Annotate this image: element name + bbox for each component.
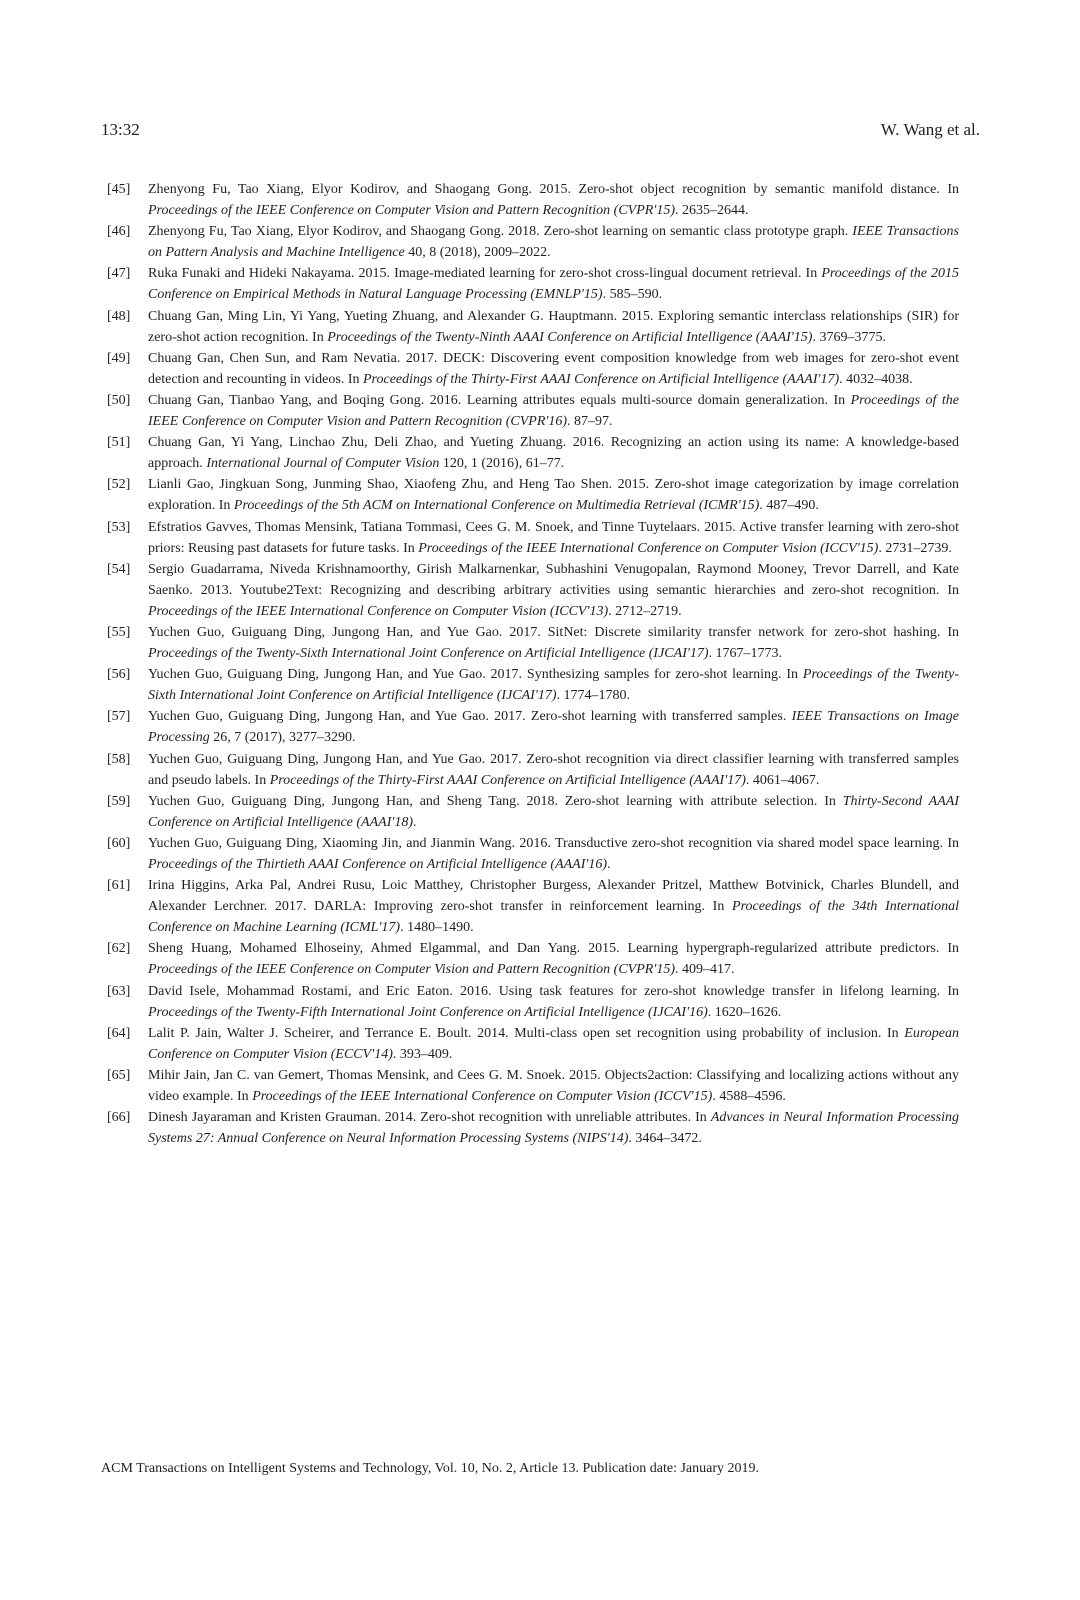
reference-item — [101, 474, 959, 516]
reference-number: [45] — [107, 182, 131, 197]
reference-authors-title: Mihir Jain, Jan C. van Gemert, Thomas Mensink, and Cees G. M. Snoek. 2015. Objects2action: Classifying and localizing actions without any video example. In — [148, 1067, 959, 1105]
reference-text — [148, 1023, 959, 1065]
reference-venue: Proceedings of the IEEE International Conference on Computer Vision (ICCV'15) — [418, 540, 879, 556]
reference-pages: . 87–97. — [567, 414, 613, 430]
reference-pages: . 3769–3775. — [812, 329, 886, 345]
reference-item — [101, 706, 959, 748]
reference-text — [148, 1107, 959, 1149]
reference-pages: . 1620–1626. — [707, 1004, 782, 1020]
reference-number: [64] — [107, 1025, 131, 1041]
reference-pages: . 4588–4596. — [712, 1089, 786, 1105]
reference-item — [101, 348, 959, 390]
reference-number: [46] — [107, 224, 131, 240]
reference-authors-title: Yuchen Guo, Guiguang Ding, Jungong Han, and Yue Gao. 2017. Zero-shot recognition via direct classifier learning with transferred samples and pseudo labels. In — [148, 751, 959, 788]
reference-text — [148, 938, 959, 980]
reference-list — [101, 179, 959, 1149]
reference-pages: . 1767–1773. — [708, 646, 783, 662]
reference-item — [101, 1065, 959, 1107]
reference-number: [49] — [107, 350, 131, 366]
reference-number: [58] — [107, 751, 131, 767]
reference-authors-title: David Isele, Mohammad Rostami, and Eric Eaton. 2016. Using task features for zero-shot knowledge transfer in lifelong learning. In — [148, 983, 959, 999]
reference-number: [48] — [107, 308, 131, 324]
reference-venue: Proceedings of the 34th International Conference on Machine Learning (ICML'17) — [148, 899, 959, 936]
reference-text — [148, 179, 959, 221]
reference-authors-title: Sergio Guadarrama, Niveda Krishnamoorthy, Girish Malkarnenkar, Subhashini Venugopalan, Raymond Mooney, Trevor Darrell, and Kate Saenko. 2013. Youtube2Text: Recognizing and describing arbitrary activities using semantic hierarchies and zero-shot recognition. In — [148, 561, 959, 598]
reference-pages: 120, 1 (2016), 61–77. — [439, 456, 565, 472]
reference-number: [54] — [107, 561, 131, 577]
reference-pages: . 2731–2739. — [878, 540, 952, 556]
reference-item — [101, 791, 959, 833]
reference-text — [148, 390, 959, 432]
reference-text — [148, 559, 959, 622]
reference-item — [101, 875, 959, 938]
reference-authors-title: Zhenyong Fu, Tao Xiang, Elyor Kodirov, and Shaogang Gong. 2018. Zero-shot learning on semantic class prototype graph. — [148, 224, 853, 240]
reference-text — [148, 263, 959, 305]
reference-item — [101, 938, 959, 980]
reference-item — [101, 390, 959, 432]
reference-authors-title: Dinesh Jayaraman and Kristen Grauman. 2014. Zero-shot recognition with unreliable attributes. In — [148, 1110, 711, 1126]
reference-number: [63] — [107, 983, 131, 999]
reference-text — [148, 706, 959, 748]
reference-item — [101, 749, 959, 791]
reference-venue: Proceedings of the Thirtieth AAAI Conference on Artificial Intelligence (AAAI'16) — [148, 857, 608, 872]
reference-authors-title: Zhenyong Fu, Tao Xiang, Elyor Kodirov, and Shaogang Gong. 2015. Zero-shot object recognition by semantic manifold distance. In — [148, 182, 959, 197]
reference-authors-title: Yuchen Guo, Guiguang Ding, Jungong Han, and Yue Gao. 2017. Synthesizing samples for zero-shot learning. In — [148, 667, 803, 683]
reference-venue: IEEE Transactions on Image Processing — [148, 709, 960, 746]
reference-venue: Proceedings of the IEEE Conference on Computer Vision and Pattern Recognition (CVPR'15) — [148, 203, 675, 219]
reference-text — [148, 622, 959, 664]
reference-text — [148, 474, 959, 516]
reference-pages: 26, 7 (2017), 3277–3290. — [209, 730, 356, 746]
reference-number: [55] — [107, 624, 131, 640]
page-number: 13:32 — [101, 120, 140, 139]
reference-text — [148, 348, 959, 390]
reference-pages: . 585–590. — [602, 287, 663, 303]
reference-venue: Advances in Neural Information Processing Systems 27: Annual Conference on Neural Information Processing Systems (NIPS'14) — [148, 1110, 959, 1147]
reference-pages: 40, 8 (2018), 2009–2022. — [404, 245, 551, 261]
reference-venue: Proceedings of the Twenty-Ninth AAAI Conference on Artificial Intelligence (AAAI'15) — [327, 329, 813, 345]
reference-text — [148, 432, 959, 474]
reference-venue: International Journal of Computer Vision — [206, 456, 440, 472]
reference-pages: . 4061–4067. — [745, 772, 820, 788]
reference-text — [148, 833, 959, 875]
reference-authors-title: Lianli Gao, Jingkuan Song, Junming Shao, Xiaofeng Zhu, and Heng Tao Shen. 2015. Zero-shot image categorization by image correlation exploration. In — [148, 477, 959, 514]
reference-item — [101, 559, 959, 622]
reference-venue: Proceedings of the 2015 Conference on Empirical Methods in Natural Language Processing (EMNLP'15) — [148, 266, 960, 303]
reference-authors-title: Yuchen Guo, Guiguang Ding, Jungong Han, and Yue Gao. 2017. SitNet: Discrete similarity transfer network for zero-shot hashing. In — [148, 624, 959, 640]
reference-venue: Proceedings of the Thirty-First AAAI Conference on Artificial Intelligence (AAAI'17) — [269, 772, 746, 788]
reference-venue: Proceedings of the Twenty-Sixth International Joint Conference on Artificial Intelligence (IJCAI'17) — [148, 646, 709, 662]
reference-item — [101, 622, 959, 664]
reference-authors-title: Lalit P. Jain, Walter J. Scheirer, and Terrance E. Boult. 2014. Multi-class open set recognition using probability of inclusion. In — [148, 1025, 905, 1041]
reference-number: [65] — [107, 1067, 131, 1083]
reference-pages: . 1480–1490. — [400, 920, 474, 936]
reference-authors-title: Irina Higgins, Arka Pal, Andrei Rusu, Loic Matthey, Christopher Burgess, Alexander Pritzel, Matthew Botvinick, Charles Blundell, and Alexander Lerchner. 2017. DARLA: Improving zero-shot transfer in reinforcement learning. In — [148, 878, 959, 915]
reference-number: [52] — [107, 477, 131, 493]
reference-venue: Proceedings of the IEEE International Conference on Computer Vision (ICCV'13) — [148, 603, 609, 619]
reference-item — [101, 1107, 959, 1149]
reference-venue: Proceedings of the Twenty-Fifth International Joint Conference on Artificial Intelligence (IJCAI'16) — [148, 1004, 708, 1020]
reference-venue: Proceedings of the Twenty-Sixth International Joint Conference on Artificial Intelligence (IJCAI'17) — [148, 667, 959, 704]
reference-venue: Proceedings of the 5th ACM on International Conference on Multimedia Retrieval (ICMR'15) — [233, 498, 760, 514]
running-head-authors: W. Wang et al. — [880, 120, 980, 139]
reference-item — [101, 517, 959, 559]
reference-number: [53] — [107, 519, 131, 535]
reference-text — [148, 517, 959, 559]
reference-authors-title: Yuchen Guo, Guiguang Ding, Xiaoming Jin, and Jianmin Wang. 2016. Transductive zero-shot recognition via shared model space learning. In — [148, 835, 959, 851]
reference-pages: . 393–409. — [392, 1046, 453, 1062]
reference-authors-title: Chuang Gan, Yi Yang, Linchao Zhu, Deli Zhao, and Yueting Zhuang. 2016. Recognizing an action using its name: A knowledge-based approach. — [148, 435, 959, 472]
reference-number: [51] — [107, 435, 131, 451]
reference-venue: IEEE Transactions on Pattern Analysis and Machine Intelligence — [148, 224, 959, 261]
reference-number: [57] — [107, 709, 131, 725]
page-footer: ACM Transactions on Intelligent Systems and Technology, Vol. 10, No. 2, Article 13. Publication date: January 2019. — [101, 1461, 760, 1476]
reference-number: [62] — [107, 941, 131, 957]
reference-pages: . 1774–1780. — [556, 688, 631, 704]
reference-authors-title: Yuchen Guo, Guiguang Ding, Jungong Han, and Yue Gao. 2017. Zero-shot learning with transferred samples. — [148, 709, 792, 725]
reference-venue: European Conference on Computer Vision (ECCV'14) — [148, 1025, 959, 1062]
reference-authors-title: Ruka Funaki and Hideki Nakayama. 2015. Image-mediated learning for zero-shot cross-lingual document retrieval. In — [148, 266, 822, 282]
reference-text — [148, 981, 959, 1023]
reference-number: [47] — [107, 266, 131, 282]
reference-authors-title: Chuang Gan, Ming Lin, Yi Yang, Yueting Zhuang, and Alexander G. Hauptmann. 2015. Exploring semantic interclass relationships (SIR) for zero-shot action recognition. In — [148, 308, 959, 345]
reference-pages: . 409–417. — [674, 962, 735, 978]
reference-pages: . 3464–3472. — [628, 1131, 702, 1147]
reference-authors-title: Chuang Gan, Chen Sun, and Ram Nevatia. 2017. DECK: Discovering event composition knowledge from web images for zero-shot event detection and recounting in videos. In — [148, 350, 959, 387]
reference-item — [101, 221, 959, 263]
reference-item — [101, 263, 959, 305]
reference-authors-title: Yuchen Guo, Guiguang Ding, Jungong Han, and Sheng Tang. 2018. Zero-shot learning with attribute selection. In — [148, 793, 843, 809]
reference-pages: . — [607, 857, 611, 872]
reference-pages: . 487–490. — [759, 498, 819, 514]
reference-number: [61] — [107, 878, 131, 894]
reference-number: [56] — [107, 667, 131, 683]
reference-text — [148, 306, 959, 348]
reference-item — [101, 432, 959, 474]
reference-text — [148, 875, 959, 938]
reference-authors-title: Chuang Gan, Tianbao Yang, and Boqing Gong. 2016. Learning attributes equals multi-source domain generalization. In — [148, 392, 851, 408]
reference-item — [101, 179, 959, 221]
reference-venue: Proceedings of the IEEE Conference on Computer Vision and Pattern Recognition (CVPR'16) — [148, 392, 960, 430]
reference-pages: . — [413, 814, 417, 830]
reference-item — [101, 833, 959, 875]
page-header — [101, 120, 980, 150]
reference-authors-title: Efstratios Gavves, Thomas Mensink, Tatiana Tommasi, Cees G. M. Snoek, and Tinne Tuytelaars. 2015. Active transfer learning with zero-shot priors: Reusing past datasets for future tasks. In — [148, 519, 959, 556]
reference-text — [148, 791, 959, 833]
reference-number: [66] — [107, 1110, 131, 1126]
reference-venue: Proceedings of the IEEE International Conference on Computer Vision (ICCV'15) — [252, 1089, 713, 1105]
reference-text — [148, 1065, 959, 1107]
reference-item — [101, 664, 959, 706]
reference-venue: Proceedings of the IEEE Conference on Computer Vision and Pattern Recognition (CVPR'15) — [148, 962, 675, 978]
reference-number: [59] — [107, 793, 131, 809]
reference-item — [101, 981, 959, 1023]
reference-text — [148, 664, 959, 706]
reference-pages: . 2635–2644. — [674, 203, 749, 219]
reference-venue: Proceedings of the Thirty-First AAAI Conference on Artificial Intelligence (AAAI'17) — [363, 371, 840, 387]
reference-item — [101, 1023, 959, 1065]
reference-text — [148, 749, 959, 791]
reference-pages: . 4032–4038. — [839, 371, 913, 387]
reference-number: [60] — [107, 835, 131, 851]
reference-authors-title: Sheng Huang, Mohamed Elhoseiny, Ahmed Elgammal, and Dan Yang. 2015. Learning hypergraph-regularized attribute predictors. In — [148, 941, 959, 957]
reference-text — [148, 221, 959, 263]
reference-number: [50] — [107, 392, 131, 408]
reference-item — [101, 306, 959, 348]
reference-venue: Thirty-Second AAAI Conference on Artificial Intelligence (AAAI'18) — [148, 793, 959, 830]
reference-pages: . 2712–2719. — [608, 603, 682, 619]
